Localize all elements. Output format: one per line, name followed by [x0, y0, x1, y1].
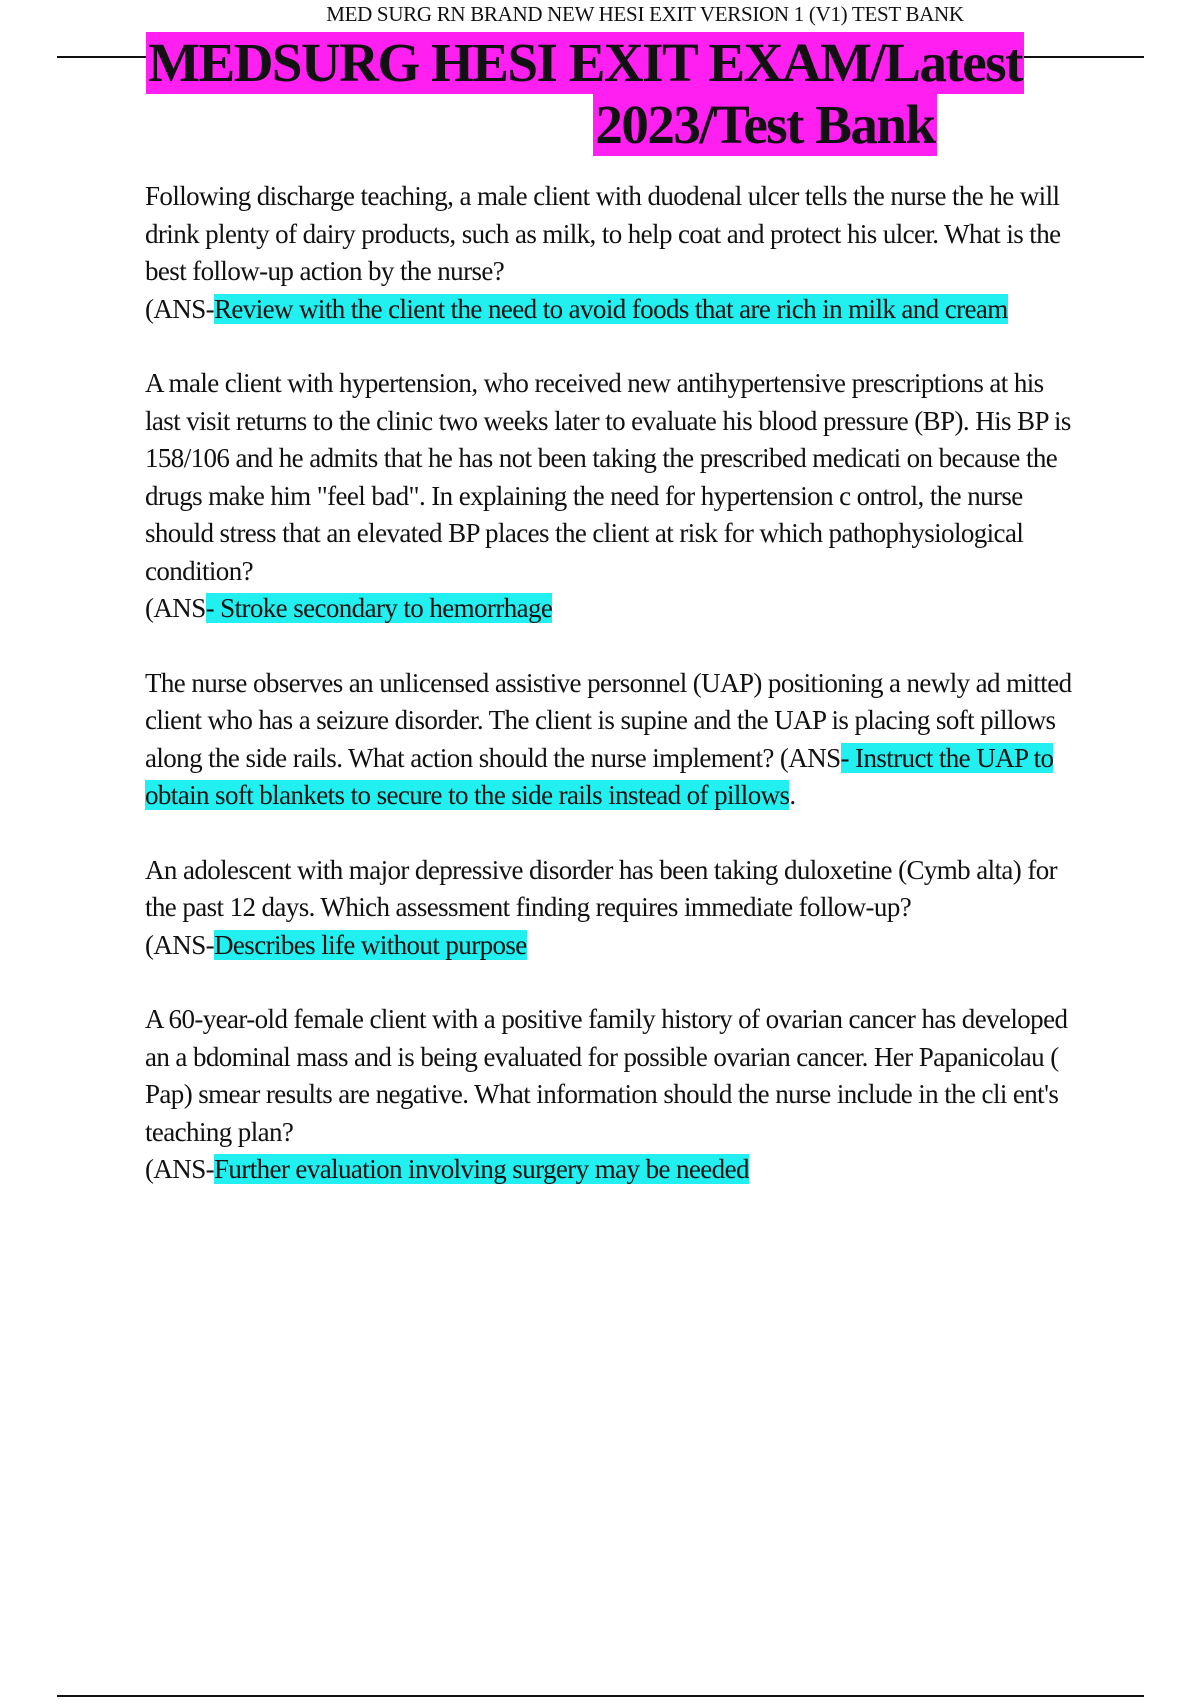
title-line-1: MEDSURG HESI EXIT EXAM/Latest: [148, 32, 1022, 93]
question-item: [145, 1001, 1080, 1189]
answer-prefix: (ANS-: [145, 1154, 214, 1184]
question-item: [145, 852, 1080, 965]
running-header: MED SURG RN BRAND NEW HESI EXIT VERSION 1 (V1) TEST BANK: [326, 2, 964, 26]
question-item: [145, 365, 1080, 628]
answer-prefix: (ANS: [145, 593, 206, 623]
answer-highlight: - Instruct the UAP to obtain soft blankets to secure to the side rails instead of pillows: [145, 742, 1054, 810]
question-text: A male client with hypertension, who received new antihypertensive prescriptions at his last visit returns to the clinic two weeks later to evaluate his blood pressure (BP). His BP is 158/106 and he admits that he has not been taking the prescribed medicati on because the drugs make him "feel bad". In explaining the need for hypertension c ontrol, the nurse should stress that an elevated BP places the client at risk for which pathophysiological condition?: [145, 368, 1071, 586]
question-text: An adolescent with major depressive disorder has been taking duloxetine (Cymb alta) for the past 12 days. Which assessment finding requires immediate follow-up?: [145, 854, 1058, 922]
question-text: A 60-year-old female client with a positive family history of ovarian cancer has developed an a bdominal mass and is being evaluated for possible ovarian cancer. Her Papanicolau ( Pap) smear results are negative. What information should the nurse include in the cli ent's teaching plan?: [145, 1004, 1068, 1147]
question-item: The nurse observes an unlicensed assistive personnel (UAP) positioning a newly ad mitted client who has a seizure disorder. The client is supine and the UAP is placing soft pillows along the side rails. What action should the nurse implement? (ANS- Instruct the UAP to obtain soft blankets to secure to the side rails instead of pillows.: [145, 667, 1072, 810]
bottom-rule: [57, 1695, 1144, 1697]
title-line-2: 2023/Test Bank: [595, 94, 935, 155]
document-title: [145, 32, 1025, 156]
answer-prefix: (ANS: [779, 742, 841, 773]
question-text: Following discharge teaching, a male client with duodenal ulcer tells the nurse the he will drink plenty of dairy products, such as milk, to help coat and protect his ulcer. What is the best follow-up action by the nurse?: [145, 181, 1061, 286]
question-list: [145, 178, 1080, 1226]
question-item: [145, 178, 1080, 328]
answer-highlight: Further evaluation involving surgery may be needed: [214, 1154, 749, 1184]
answer-highlight: - Stroke secondary to hemorrhage: [205, 593, 553, 623]
answer-prefix: (ANS-: [145, 929, 214, 960]
question-text: The nurse observes an unlicensed assistive personnel (UAP) positioning a newly ad mitted client who has a seizure disorder. The client is supine and the UAP is placing soft pillows along the side rails. What action should the nurse implement?: [145, 667, 1072, 773]
answer-prefix: (ANS-: [145, 293, 214, 324]
answer-highlight: Describes life without purpose: [214, 929, 527, 960]
answer-highlight: Review with the client the need to avoid foods that are rich in milk and cream: [214, 293, 1008, 324]
